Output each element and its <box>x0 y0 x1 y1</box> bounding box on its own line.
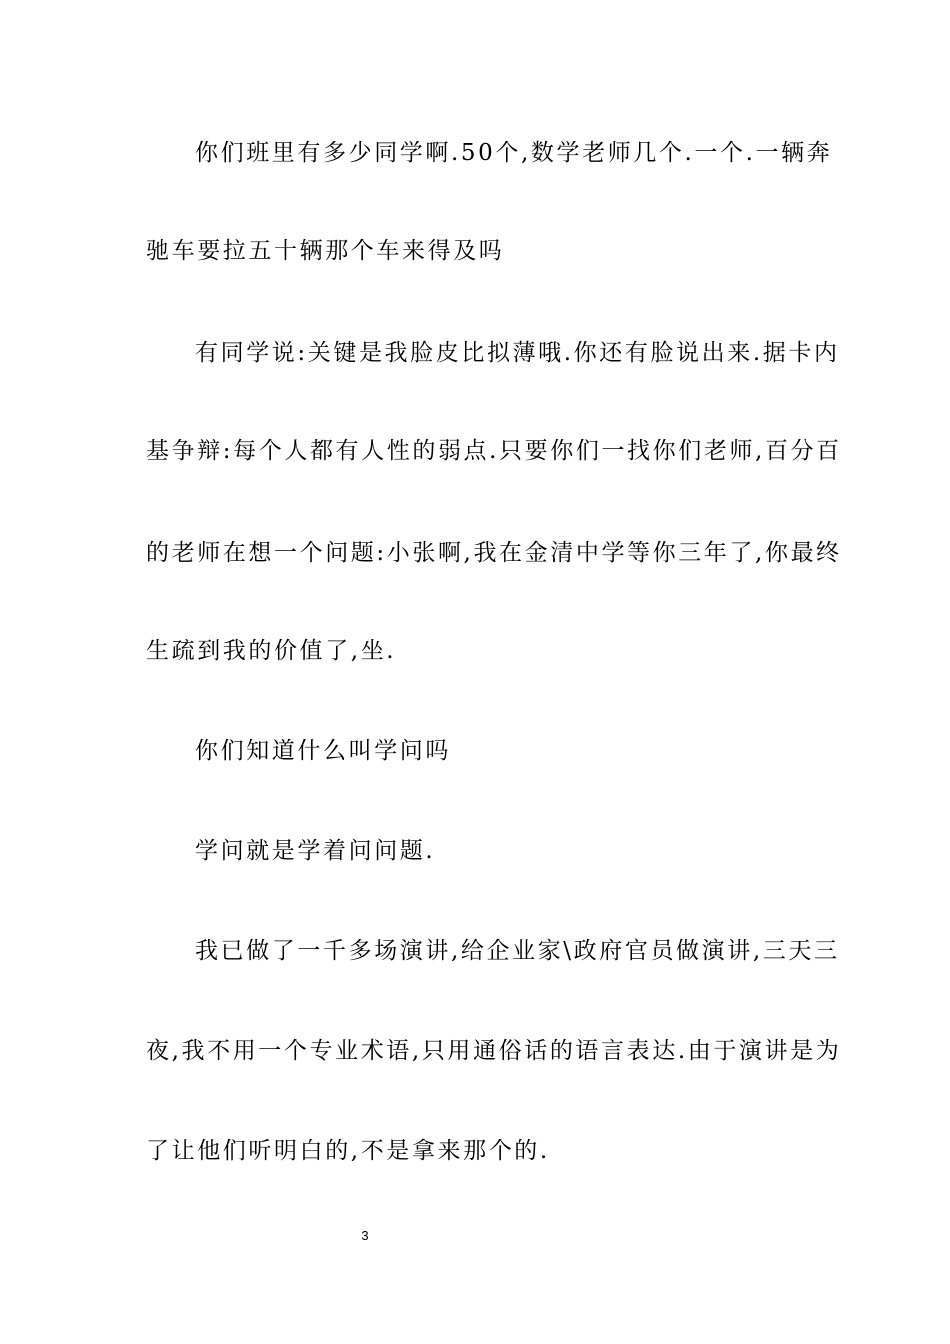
text-line: 基争辩:每个人都有人性的弱点.只要你们一找你们老师,百分百 <box>146 438 842 464</box>
text-line: 你们班里有多少同学啊.50个,数学老师几个.一个.一辆奔 <box>195 140 833 166</box>
text-line: 我已做了一千多场演讲,给企业家\政府官员做演讲,三天三 <box>195 938 840 964</box>
text-line: 的老师在想一个问题:小张啊,我在金清中学等你三年了,你最终 <box>146 540 842 566</box>
text-line: 驰车要拉五十辆那个车来得及吗 <box>146 238 505 264</box>
text-line: 有同学说:关键是我脸皮比拟薄哦.你还有脸说出来.据卡内 <box>195 340 840 366</box>
text-line: 夜,我不用一个专业术语,只用通俗话的语言表达.由于演讲是为 <box>146 1038 842 1064</box>
text-line: 你们知道什么叫学问吗 <box>195 738 451 764</box>
text-line: 学问就是学着问问题. <box>195 838 436 864</box>
text-line: 了让他们听明白的,不是拿来那个的. <box>146 1138 550 1164</box>
page-number: 3 <box>361 1228 369 1243</box>
text-line: 生疏到我的价值了,坐. <box>146 638 397 664</box>
